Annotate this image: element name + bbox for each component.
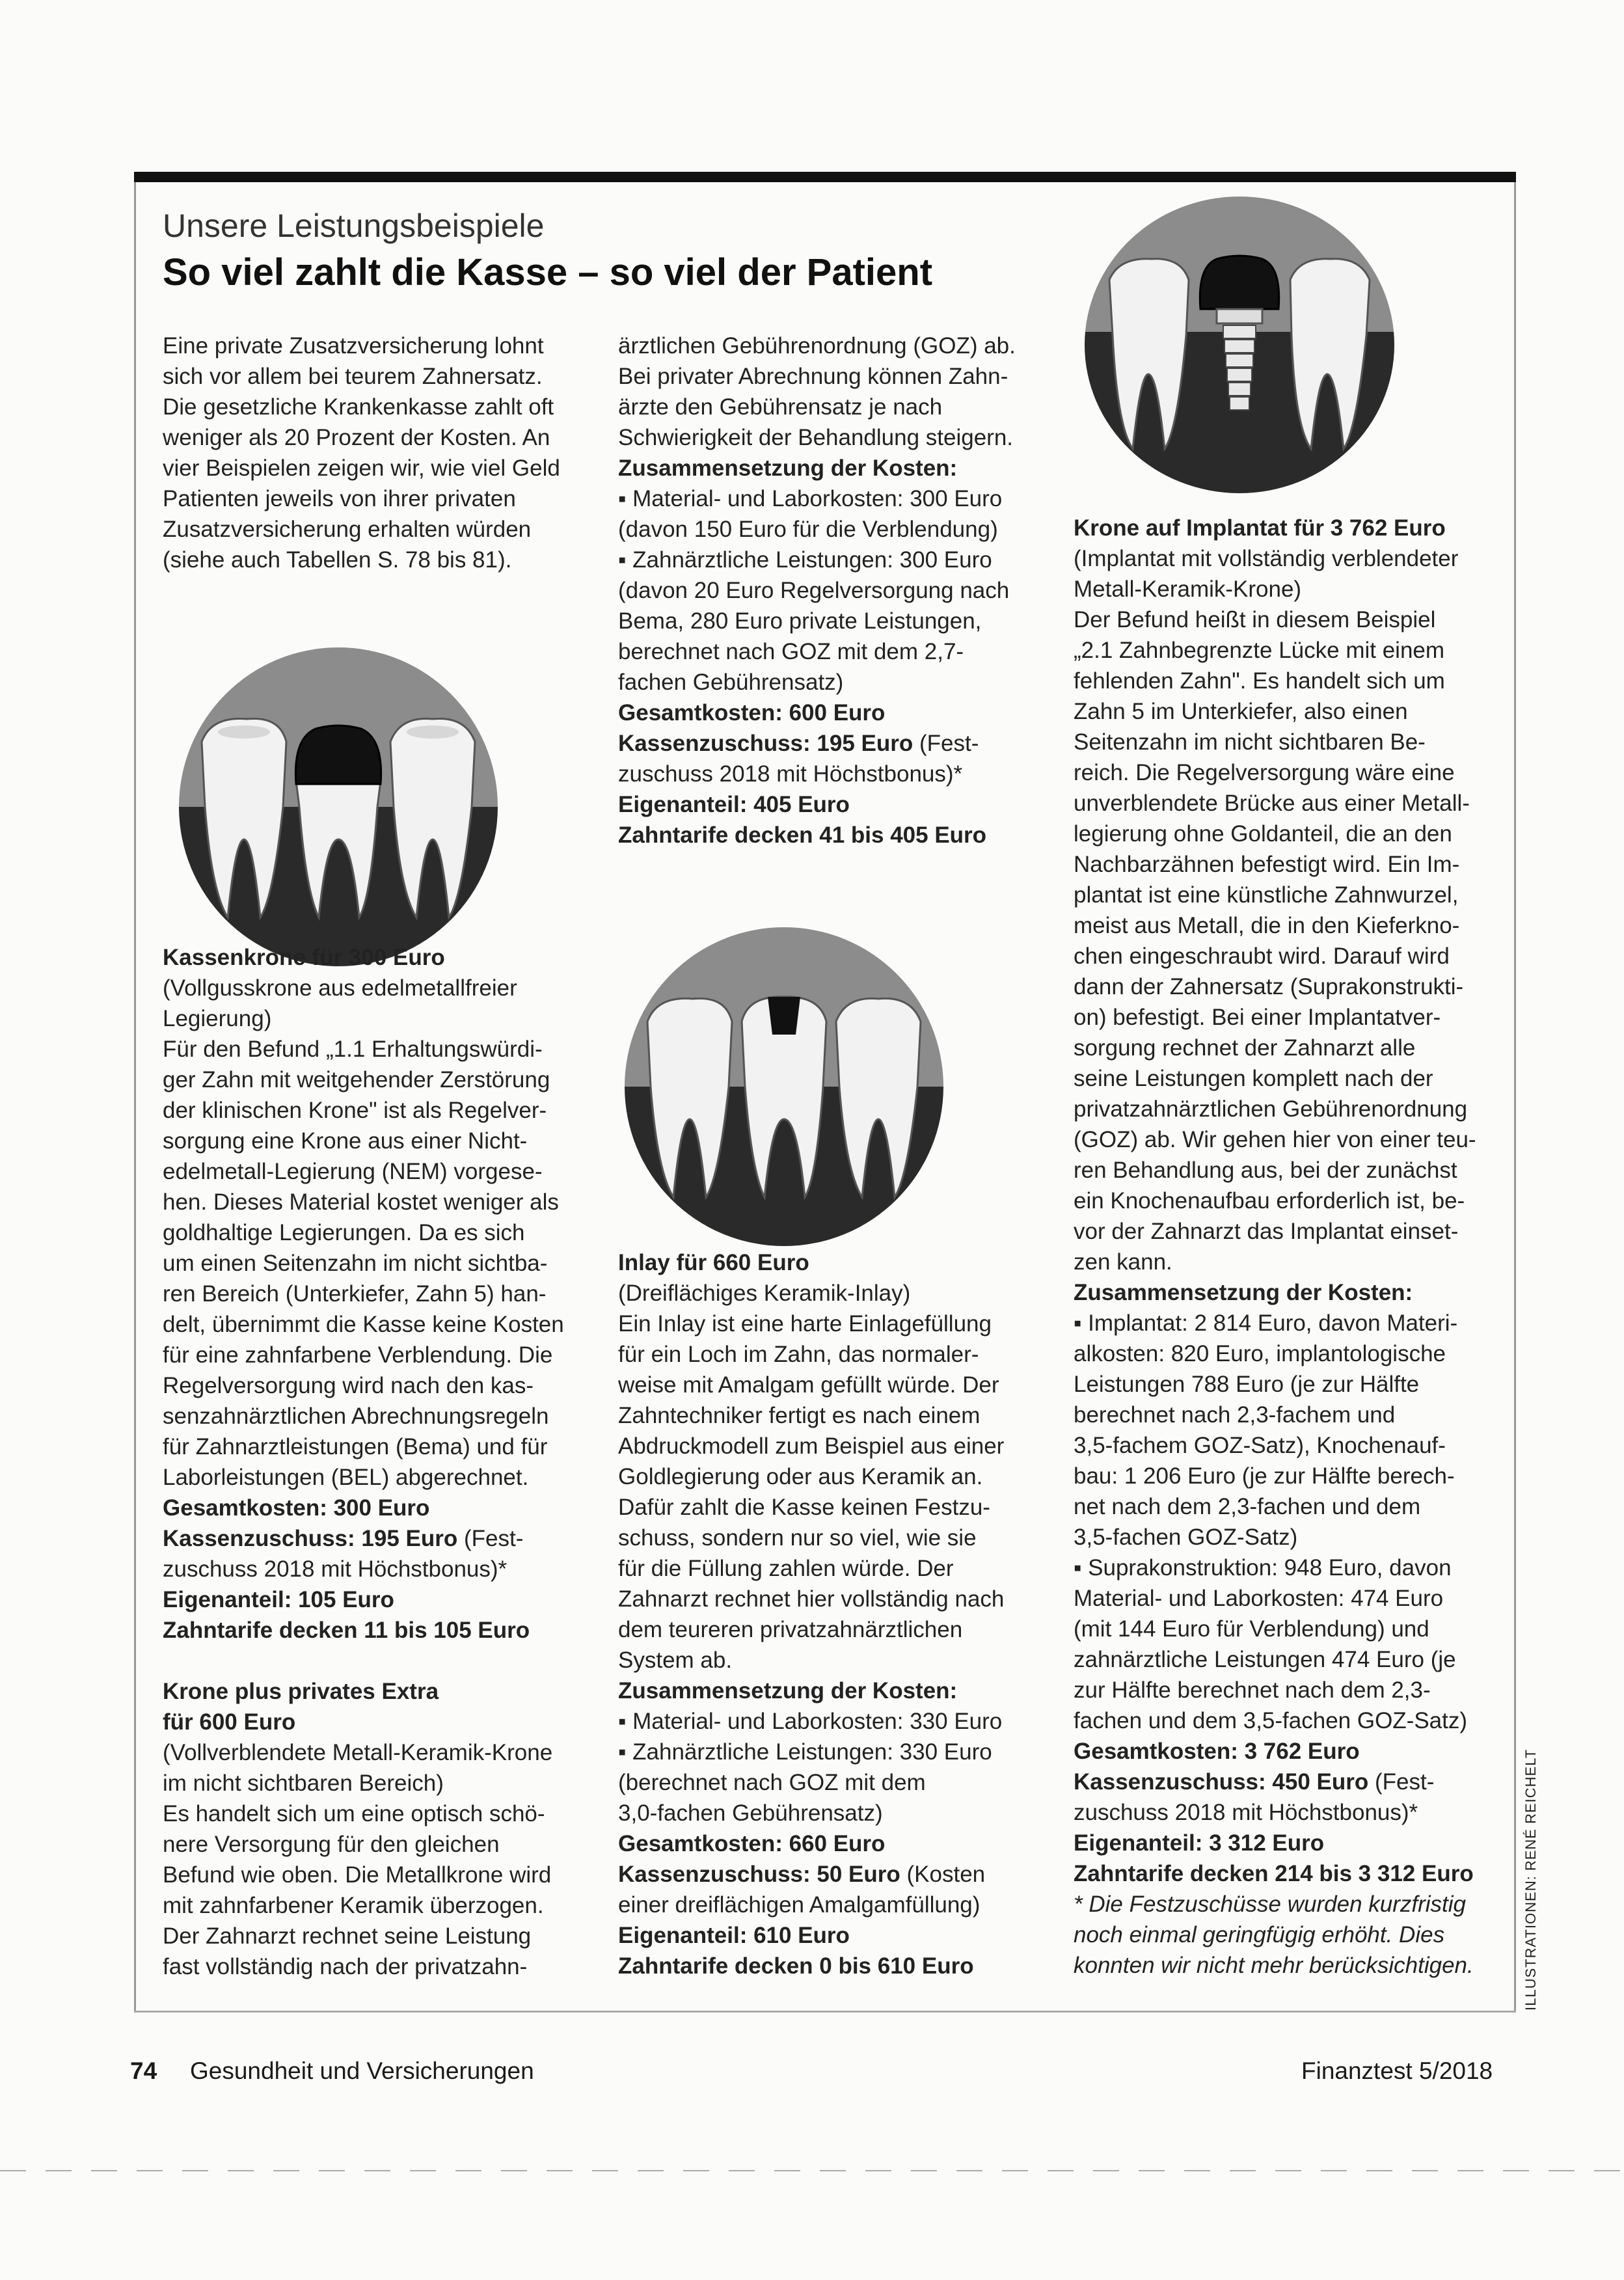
intro-text: Eine private Zusatzversicherung lohnt sich vor allem bei teurem Zahnersatz. Die gesetzliche Krankenkasse zahlt oft weniger als 20 Prozent der Kosten. An vier Beispielen zeigen wir, wie viel Geld Patienten jeweils von ihrer privaten Zusatzversicherung erhalten würden (siehe auch Tabellen S. 78 bis 81). <box>163 333 560 573</box>
illustration-credit: ILLUSTRATIONEN: RENÉ REICHELT <box>1522 1748 1539 2011</box>
page-number: 74 <box>130 2057 157 2084</box>
kassenkrone-gesamt: Gesamtkosten: 300 Euro <box>163 1495 430 1521</box>
section-name: Gesundheit und Versicherungen <box>190 2057 534 2084</box>
kassenkrone-section: Kassenkrone für 300 Euro (Vollgusskrone aus edelmetallfreier Legierung) Für den Befund „1.1 Erhaltungswürdi- ger Zahn mit weitgehender Zerstörung der klinischen Krone" ist als Regelver- sorgung eine Krone aus einer Nicht- edelmetall-Legierung (NEM) vorgese- hen. Dieses Material kostet weniger als goldhaltige Legierungen. Da es sich um einen Seitenzahn im nicht sichtba- ren Bereich (Unterkiefer, Zahn 5) han- delt, übernimmt die Kasse keine Kosten für eine zahnfarbene Verblendung. Die Regelversorgung wird nach den kas- senzahnärztlichen Abrechnungsregeln für Zahnarztleistungen (Bema) und für Laborleistungen (BEL) abgerechnet. Gesamtkosten: 300 Euro Kassenzuschuss: 195 Euro (Fest- zuschuss 2018 mit Höchstbonus)* Eigenanteil: 105 Euro Zahntarife decken 11 bis 105 Euro Krone plus privates Extra für 600 Euro (Vollverblendete Metall-Keramik-Krone im nicht sichtbaren Bereich) Es handelt sich um eine optisch schö- nere Versorgung für den gleichen Befund wie oben. Die Metallkrone wird mit zahnfarbener Keramik überzogen. Der Zahnarzt rechnet seine Leistung fast vollständig nach der privatzahn- <box>163 942 579 1982</box>
kroneplus-title: Krone plus privates Extra <box>163 1679 439 1704</box>
frame-bottom <box>134 2011 1516 2013</box>
inlay-section: Inlay für 660 Euro (Dreiflächiges Keramik-Inlay) Ein Inlay ist eine harte Einlagefüllung für ein Loch im Zahn, das normaler- weise mit Amalgam gefüllt würde. Der Zahntechniker fertigt es nach einem Abdruckmodell zum Beispiel aus einer Goldlegierung oder aus Keramik an. Dafür zahlt die Kasse keinen Festzu- schuss, sondern nur so viel, wie sie für die Füllung zahlen würde. Der Zahnarzt rechnet hier vollständig nach dem teureren privatzahnärztlichen System ab. Zusammensetzung der Kosten: ▪ Material- und Laborkosten: 330 Euro ▪ Zahnärztliche Leistungen: 330 Euro (berechnet nach GOZ mit dem 3,0-fachen Gebührensatz) Gesamtkosten: 660 Euro Kassenzuschuss: 50 Euro (Kosten einer dreiflächigen Amalgamfüllung) Eigenanteil: 610 Euro Zahntarife decken 0 bis 610 Euro <box>618 1247 1035 1981</box>
illustration-credit-wrap <box>1516 1748 1539 2017</box>
scan-artifact-line <box>0 2170 1624 2171</box>
implant-tooth-illustration <box>1083 195 1396 495</box>
crown-tooth-illustration <box>176 644 501 970</box>
kicker: Unsere Leistungsbeispiele <box>163 208 545 244</box>
implantat-section: Krone auf Implantat für 3 762 Euro (Implantat mit vollständig verblendeter Metall-Keramik-Krone) Der Befund heißt in diesem Beispiel „2.1 Zahnbegrenzte Lücke mit einem fehlenden Zahn". Es handelt sich um Zahn 5 im Unterkiefer, also einen Seitenzahn im nicht sichtbaren Be- reich. Die Regelversorgung wäre eine unverblendete Brücke aus einer Metall- legierung ohne Goldanteil, die an den Nachbarzähnen befestigt wird. Ein Im- plantat ist eine künstliche Zahnwurzel, meist aus Metall, die in den Kieferkno- chen eingeschraubt wird. Darauf wird dann der Zahnersatz (Suprakonstrukti- on) befestigt. Bei einer Implantatver- sorgung rechnet der Zahnarzt alle seine Leistungen komplett nach der privatzahnärztlichen Gebührenordnung (GOZ) ab. Wir gehen hier von einer teu- ren Behandlung aus, bei der zunächst ein Knochenaufbau erforderlich ist, be- vor der Zahnarzt das Implantat einset- zen kann. Zusammensetzung der Kosten: ▪ Implantat: 2 814 Euro, davon Materi- alkosten: 820 Euro, implantologische Leistungen 788 Euro (je zur Hälfte berechnet nach 2,3-fachem und 3,5-fachem GOZ-Satz), Knochenauf- bau: 1 206 Euro (je zur Hälfte berech- net nach dem 2,3-fachen und dem 3,5-fachen GOZ-Satz) ▪ Suprakonstruktion: 948 Euro, davon Material- und Laborkosten: 474 Euro (mit 144 Euro für Verblendung) und zahnärztliche Leistungen 474 Euro (je zur Hälfte berechnet nach dem 2,3- fachen und dem 3,5-fachen GOZ-Satz) Gesamtkosten: 3 762 Euro Kassenzuschuss: 450 Euro (Fest- zuschuss 2018 mit Höchstbonus)* Eigenanteil: 3 312 Euro Zahntarife decken 214 bis 3 312 Euro * Die Festzuschüsse wurden kurzfristig noch einmal geringfügig erhöht. Dies konnten wir nicht mehr berücksichtigen. <box>1074 513 1490 1981</box>
headline: So viel zahlt die Kasse – so viel der Patient <box>163 251 933 293</box>
kroneplus-continued: ärztlichen Gebührenordnung (GOZ) ab. Bei privater Abrechnung können Zahn- ärzte den Gebührensatz je nach Schwierigkeit der Behandlung steigern. Zusammensetzung der Kosten: ▪ Material- und Laborkosten: 300 Euro (davon 150 Euro für die Verblendung) ▪ Zahnärztliche Leistungen: 300 Euro (davon 20 Euro Regelversorgung nach Bema, 280 Euro private Leistungen, berechnet nach GOZ mit dem 2,7- fachen Gebührensatz) Gesamtkosten: 600 Euro Kassenzuschuss: 195 Euro (Fest- zuschuss 2018 mit Höchstbonus)* Eigenanteil: 405 Euro Zahntarife decken 41 bis 405 Euro <box>618 333 1016 848</box>
kassenkrone-title: Kassenkrone für 300 Euro <box>163 945 445 970</box>
frame-left <box>134 182 136 2011</box>
frame-right <box>1514 182 1516 2011</box>
top-rule <box>134 172 1516 182</box>
inlay-tooth-illustration <box>621 924 947 1249</box>
magazine-issue: Finanztest 5/2018 <box>1301 2057 1493 2084</box>
inlay-title: Inlay für 660 Euro <box>618 1250 809 1275</box>
implantat-title: Krone auf Implantat für 3 762 Euro <box>1074 515 1446 541</box>
